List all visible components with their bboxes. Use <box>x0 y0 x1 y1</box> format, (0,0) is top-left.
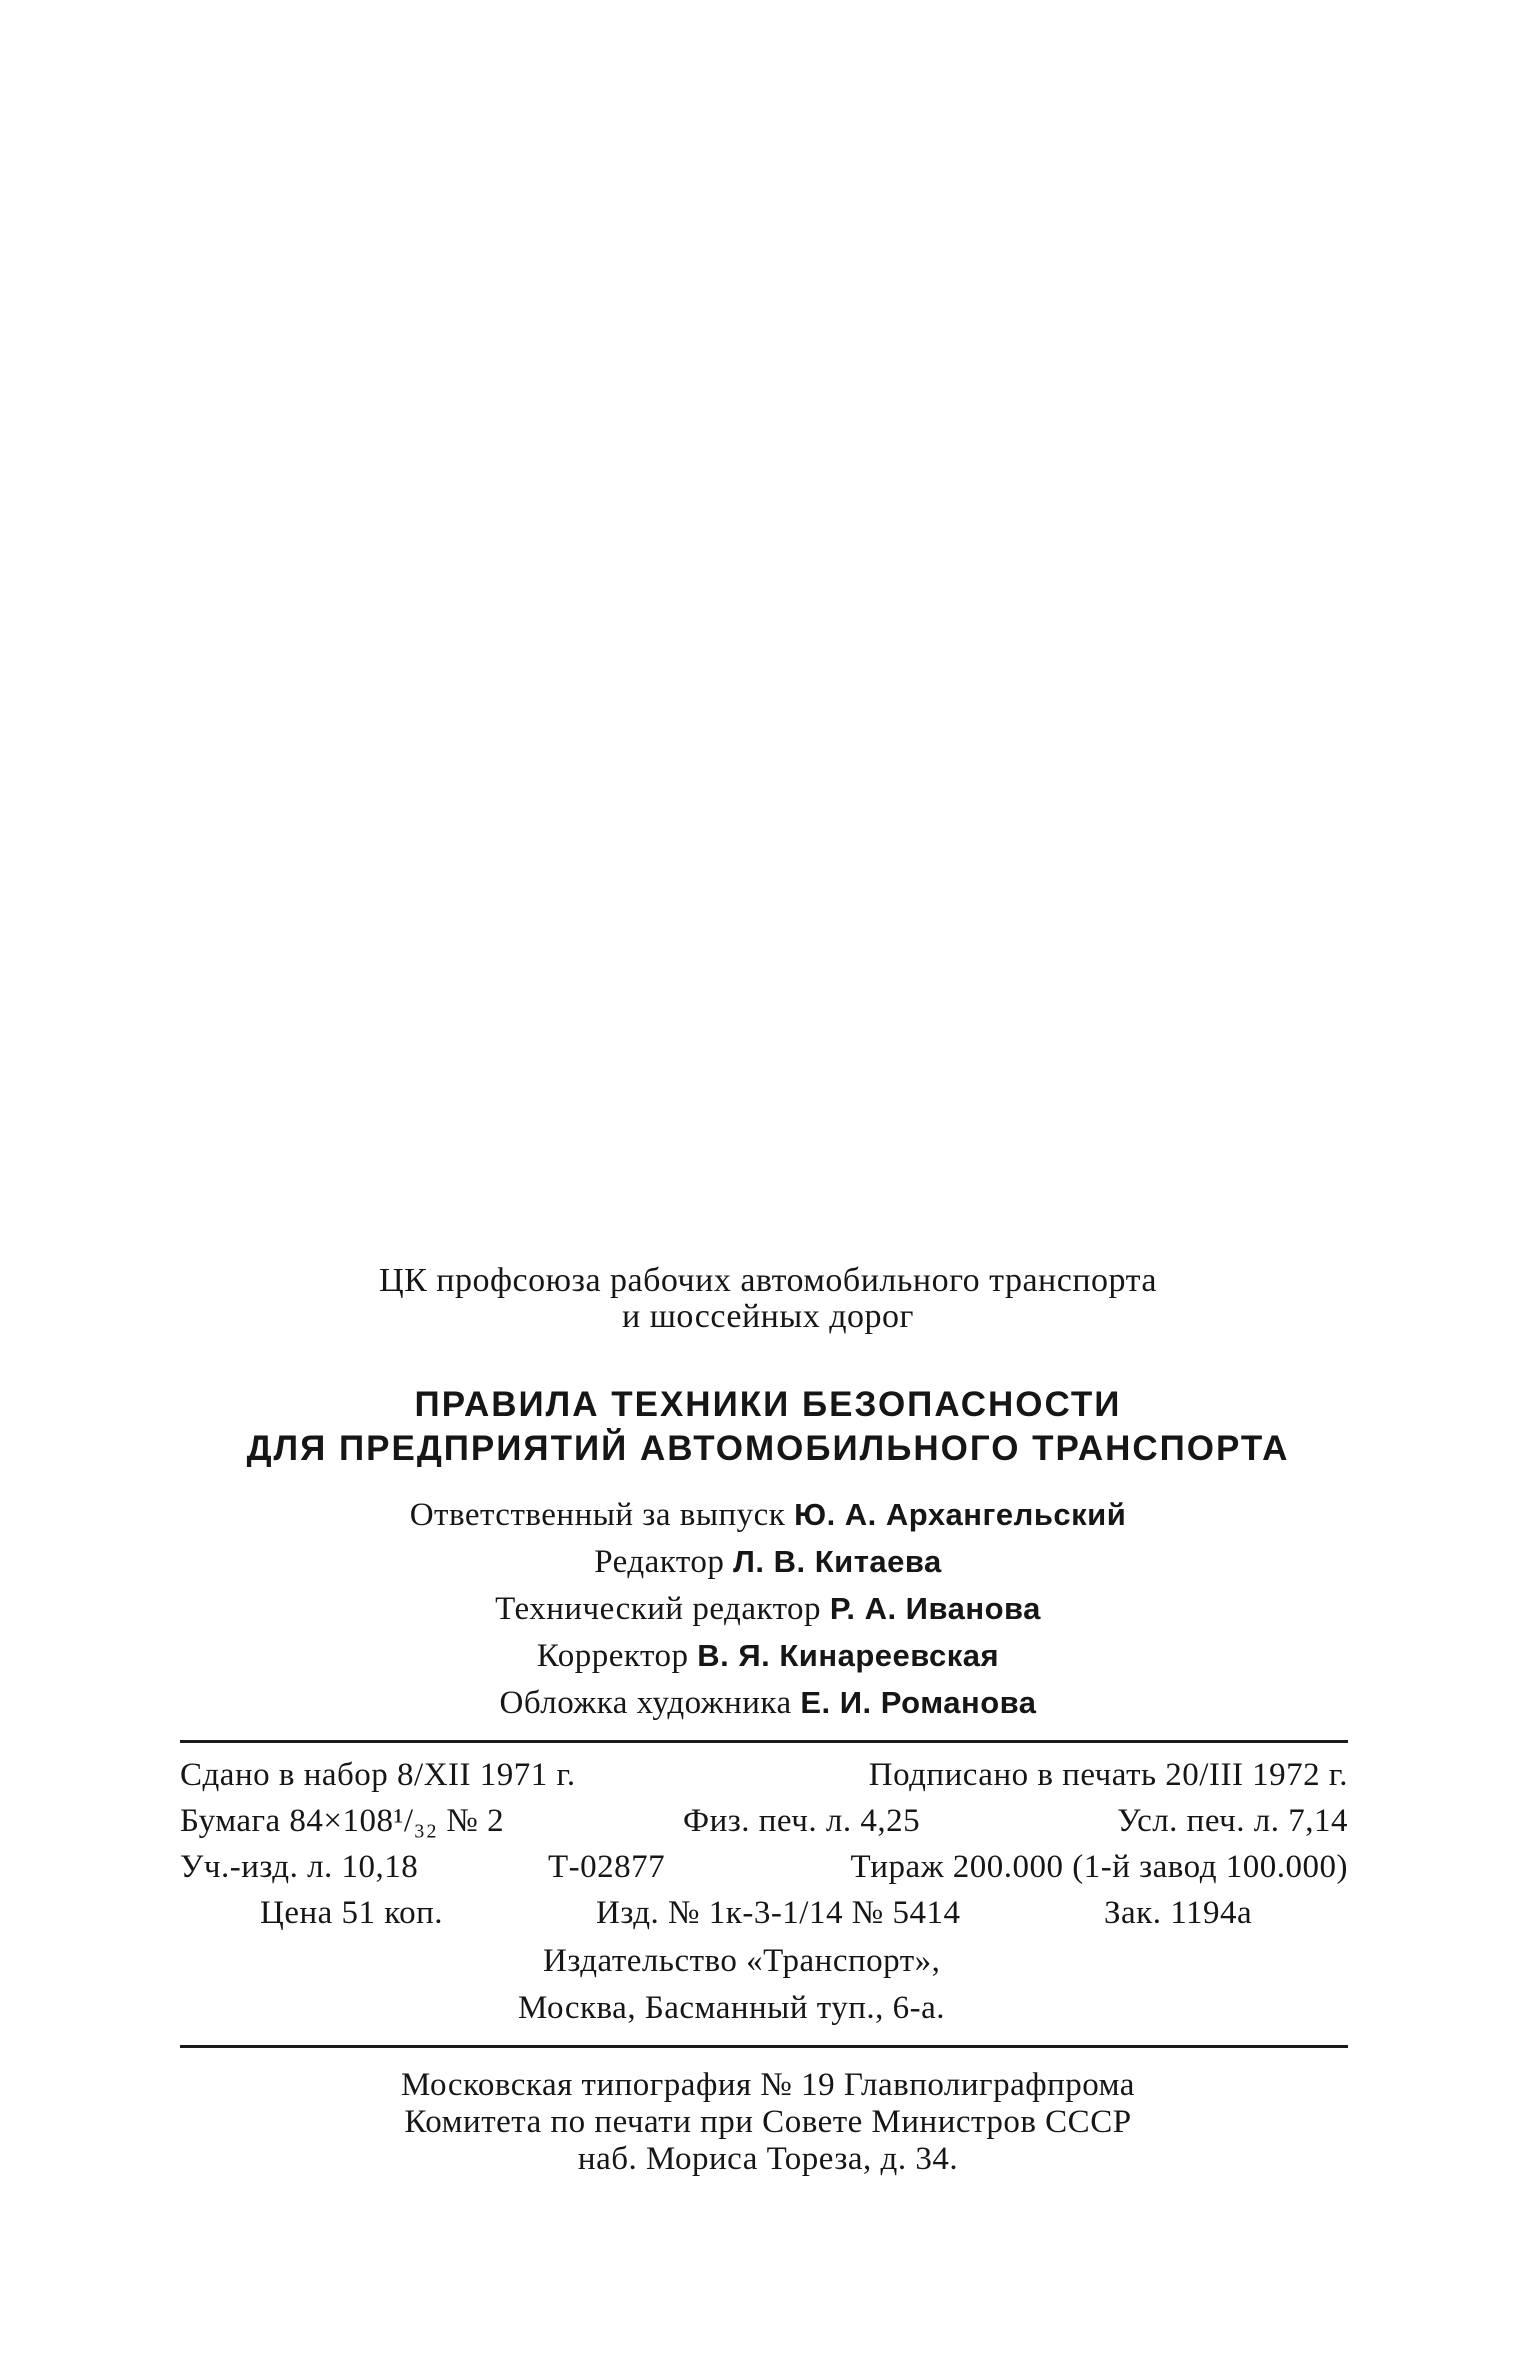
credit-role: Обложка художника <box>499 1685 792 1721</box>
printer-line-1: Московская типография № 19 Главполиграфпрома <box>401 2067 1135 2103</box>
imprint-print-run: Тираж 200.000 (1-й завод 100.000) <box>850 1849 1348 1885</box>
credit-role: Технический редактор <box>495 1591 822 1627</box>
printer-line-2: Комитета по печати при Совете Министров СССР <box>404 2104 1132 2140</box>
credit-person: Р. А. Иванова <box>829 1591 1041 1626</box>
imprint-conv-sheets: Усл. печ. л. 7,14 <box>1117 1803 1348 1839</box>
credit-person: Л. В. Китаева <box>733 1544 942 1579</box>
credit-person: В. Я. Кинареевская <box>697 1638 1000 1673</box>
credit-person: Е. И. Романова <box>800 1685 1037 1720</box>
credit-tech-editor <box>0 1591 1536 1628</box>
book-title-line-2: ДЛЯ ПРЕДПРИЯТИЙ АВТОМОБИЛЬНОГО ТРАНСПОРТА <box>246 1429 1290 1468</box>
divider-top <box>180 1740 1348 1743</box>
credit-role: Корректор <box>536 1638 689 1674</box>
printer-line-3: наб. Мориса Тореза, д. 34. <box>577 2141 959 2177</box>
credit-role: Ответственный за выпуск <box>409 1497 786 1533</box>
credit-responsible <box>0 1497 1536 1534</box>
imprint-order-no: Зак. 1194а <box>1104 1895 1253 1931</box>
credit-person: Ю. А. Архангельский <box>794 1497 1127 1532</box>
credit-editor <box>0 1544 1536 1581</box>
imprint-price: Цена 51 коп. <box>260 1895 444 1931</box>
imprint-paper: Бумага 84×108¹/₃₂ № 2 <box>180 1803 505 1839</box>
org-line-2: и шоссейных дорог <box>622 1298 914 1335</box>
credit-cover-artist <box>0 1685 1536 1722</box>
imprint-signed: Подписано в печать 20/III 1972 г. <box>868 1757 1348 1793</box>
book-title-line-1: ПРАВИЛА ТЕХНИКИ БЕЗОПАСНОСТИ <box>414 1385 1122 1424</box>
imprint-pub-sheets: Уч.-изд. л. 10,18 <box>180 1849 419 1885</box>
imprint-publisher: Издательство «Транспорт», <box>543 1943 941 1979</box>
imprint-phys-sheets: Физ. печ. л. 4,25 <box>683 1803 921 1839</box>
credit-proofreader <box>0 1638 1536 1675</box>
imprint-address: Москва, Басманный туп., 6-а. <box>518 1990 946 2026</box>
divider-bottom <box>180 2045 1348 2048</box>
credit-role: Редактор <box>594 1544 725 1580</box>
imprint-code: Т-02877 <box>548 1849 666 1885</box>
imprint-submitted: Сдано в набор 8/XII 1971 г. <box>180 1757 576 1793</box>
imprint-edition-no: Изд. № 1к-3-1/14 № 5414 <box>596 1895 961 1931</box>
org-line-1: ЦК профсоюза рабочих автомобильного транспорта <box>379 1262 1157 1299</box>
